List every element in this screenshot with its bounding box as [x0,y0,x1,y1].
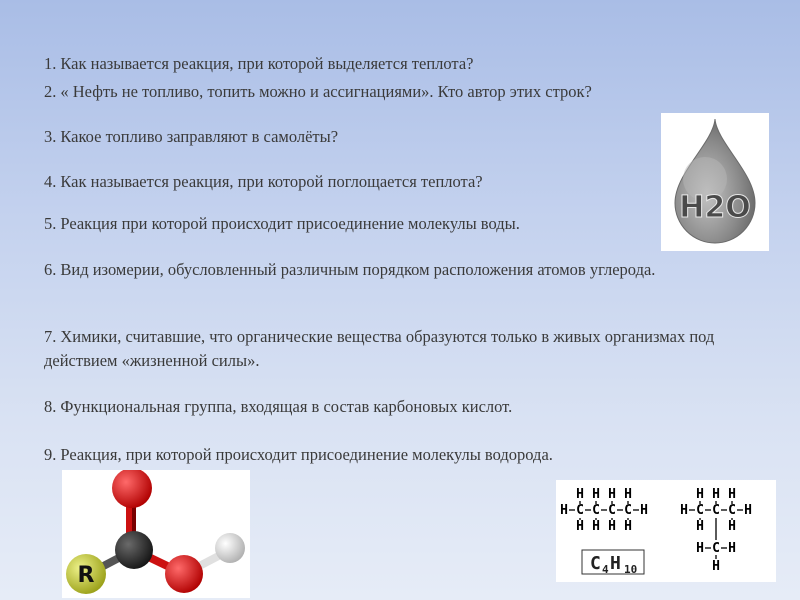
water-drop-icon [661,113,769,251]
carbon-symbol: C [624,503,632,518]
formula-h: H [610,553,621,574]
question-3 [44,125,734,149]
question-7 [44,325,734,373]
hydrogen-symbol: H [624,487,632,502]
hydrogen-symbol: H [680,503,688,518]
hydrogen-symbol: H [624,519,632,534]
question-number: 7. [44,327,57,346]
question-number: 6. [44,260,57,279]
question-number: 9. [44,445,57,464]
question-text: Функциональная группа, входящая в состав карбоновых кислот. [60,397,513,416]
hydrogen-symbol: H [608,519,616,534]
question-number: 1. [44,54,57,73]
structural-formula-diagram [556,480,776,582]
carbon-symbol: C [712,503,720,518]
carbon-symbol: C [696,503,704,518]
hydrogen-symbol: H [592,487,600,502]
question-text: Как называется реакция, при которой поглощается теплота? [60,172,483,191]
carboxyl-molecule-icon [62,470,250,598]
hydrogen-symbol: H [640,503,648,518]
question-4 [44,170,734,194]
formula-sub-4: 4 [602,563,609,576]
hydrogen-symbol: H [696,519,704,534]
hydrogen-symbol: H [744,503,752,518]
hydrogen-symbol: H [712,559,720,574]
molecular-formula [582,550,644,576]
hydrogen-atom [215,533,245,563]
water-drop-image [661,113,769,251]
hydrogen-symbol: H [696,541,704,556]
carbon-symbol: C [592,503,600,518]
carbon-symbol: C [608,503,616,518]
question-1 [44,52,734,76]
hydrogen-symbol: H [696,487,704,502]
question-number: 5. [44,214,57,233]
question-text: Какое топливо заправляют в самолёты? [60,127,339,146]
question-number: 4. [44,172,57,191]
question-number: 8. [44,397,57,416]
oxygen-atom [165,555,203,593]
hydrogen-symbol: H [712,487,720,502]
question-6 [44,258,734,282]
question-text: Реакция, при которой происходит присоединение молекулы водорода. [60,445,553,464]
carbon-atom [115,531,153,569]
h2o-label: H2O [679,190,751,225]
formula-c: C [590,553,601,574]
question-8 [44,395,734,419]
hydrogen-symbol: H [576,519,584,534]
question-2 [44,80,734,104]
hydrogen-symbol: H [728,487,736,502]
carbon-symbol: C [576,503,584,518]
formula-sub-10: 10 [624,563,638,576]
hydrogen-symbol: H [728,541,736,556]
question-text: « Нефть не топливо, топить можно и ассигнациями». Кто автор этих строк? [60,82,592,101]
question-text: Вид изомерии, обусловленный различным порядком расположения атомов углерода. [60,260,656,279]
hydrogen-symbol: H [592,519,600,534]
hydrogen-symbol: H [560,503,568,518]
oxygen-atom [112,470,152,508]
question-number: 3. [44,127,57,146]
hydrogen-symbol: H [728,519,736,534]
r-group-label: R [77,563,95,588]
butane-isomers-image [556,480,776,582]
question-number: 2. [44,82,57,101]
question-text: Химики, считавшие, что органические вещества образуются только в живых организмах под действием «жизненной силы». [44,327,715,370]
question-5 [44,212,734,236]
hydrogen-symbol: H [576,487,584,502]
carboxyl-model-image [62,470,250,598]
carbon-symbol: C [728,503,736,518]
question-text: Как называется реакция, при которой выделяется теплота? [60,54,474,73]
carbon-symbol: C [712,541,720,556]
question-text: Реакция при которой происходит присоединение молекулы воды. [60,214,520,233]
hydrogen-symbol: H [608,487,616,502]
question-9 [44,443,734,467]
